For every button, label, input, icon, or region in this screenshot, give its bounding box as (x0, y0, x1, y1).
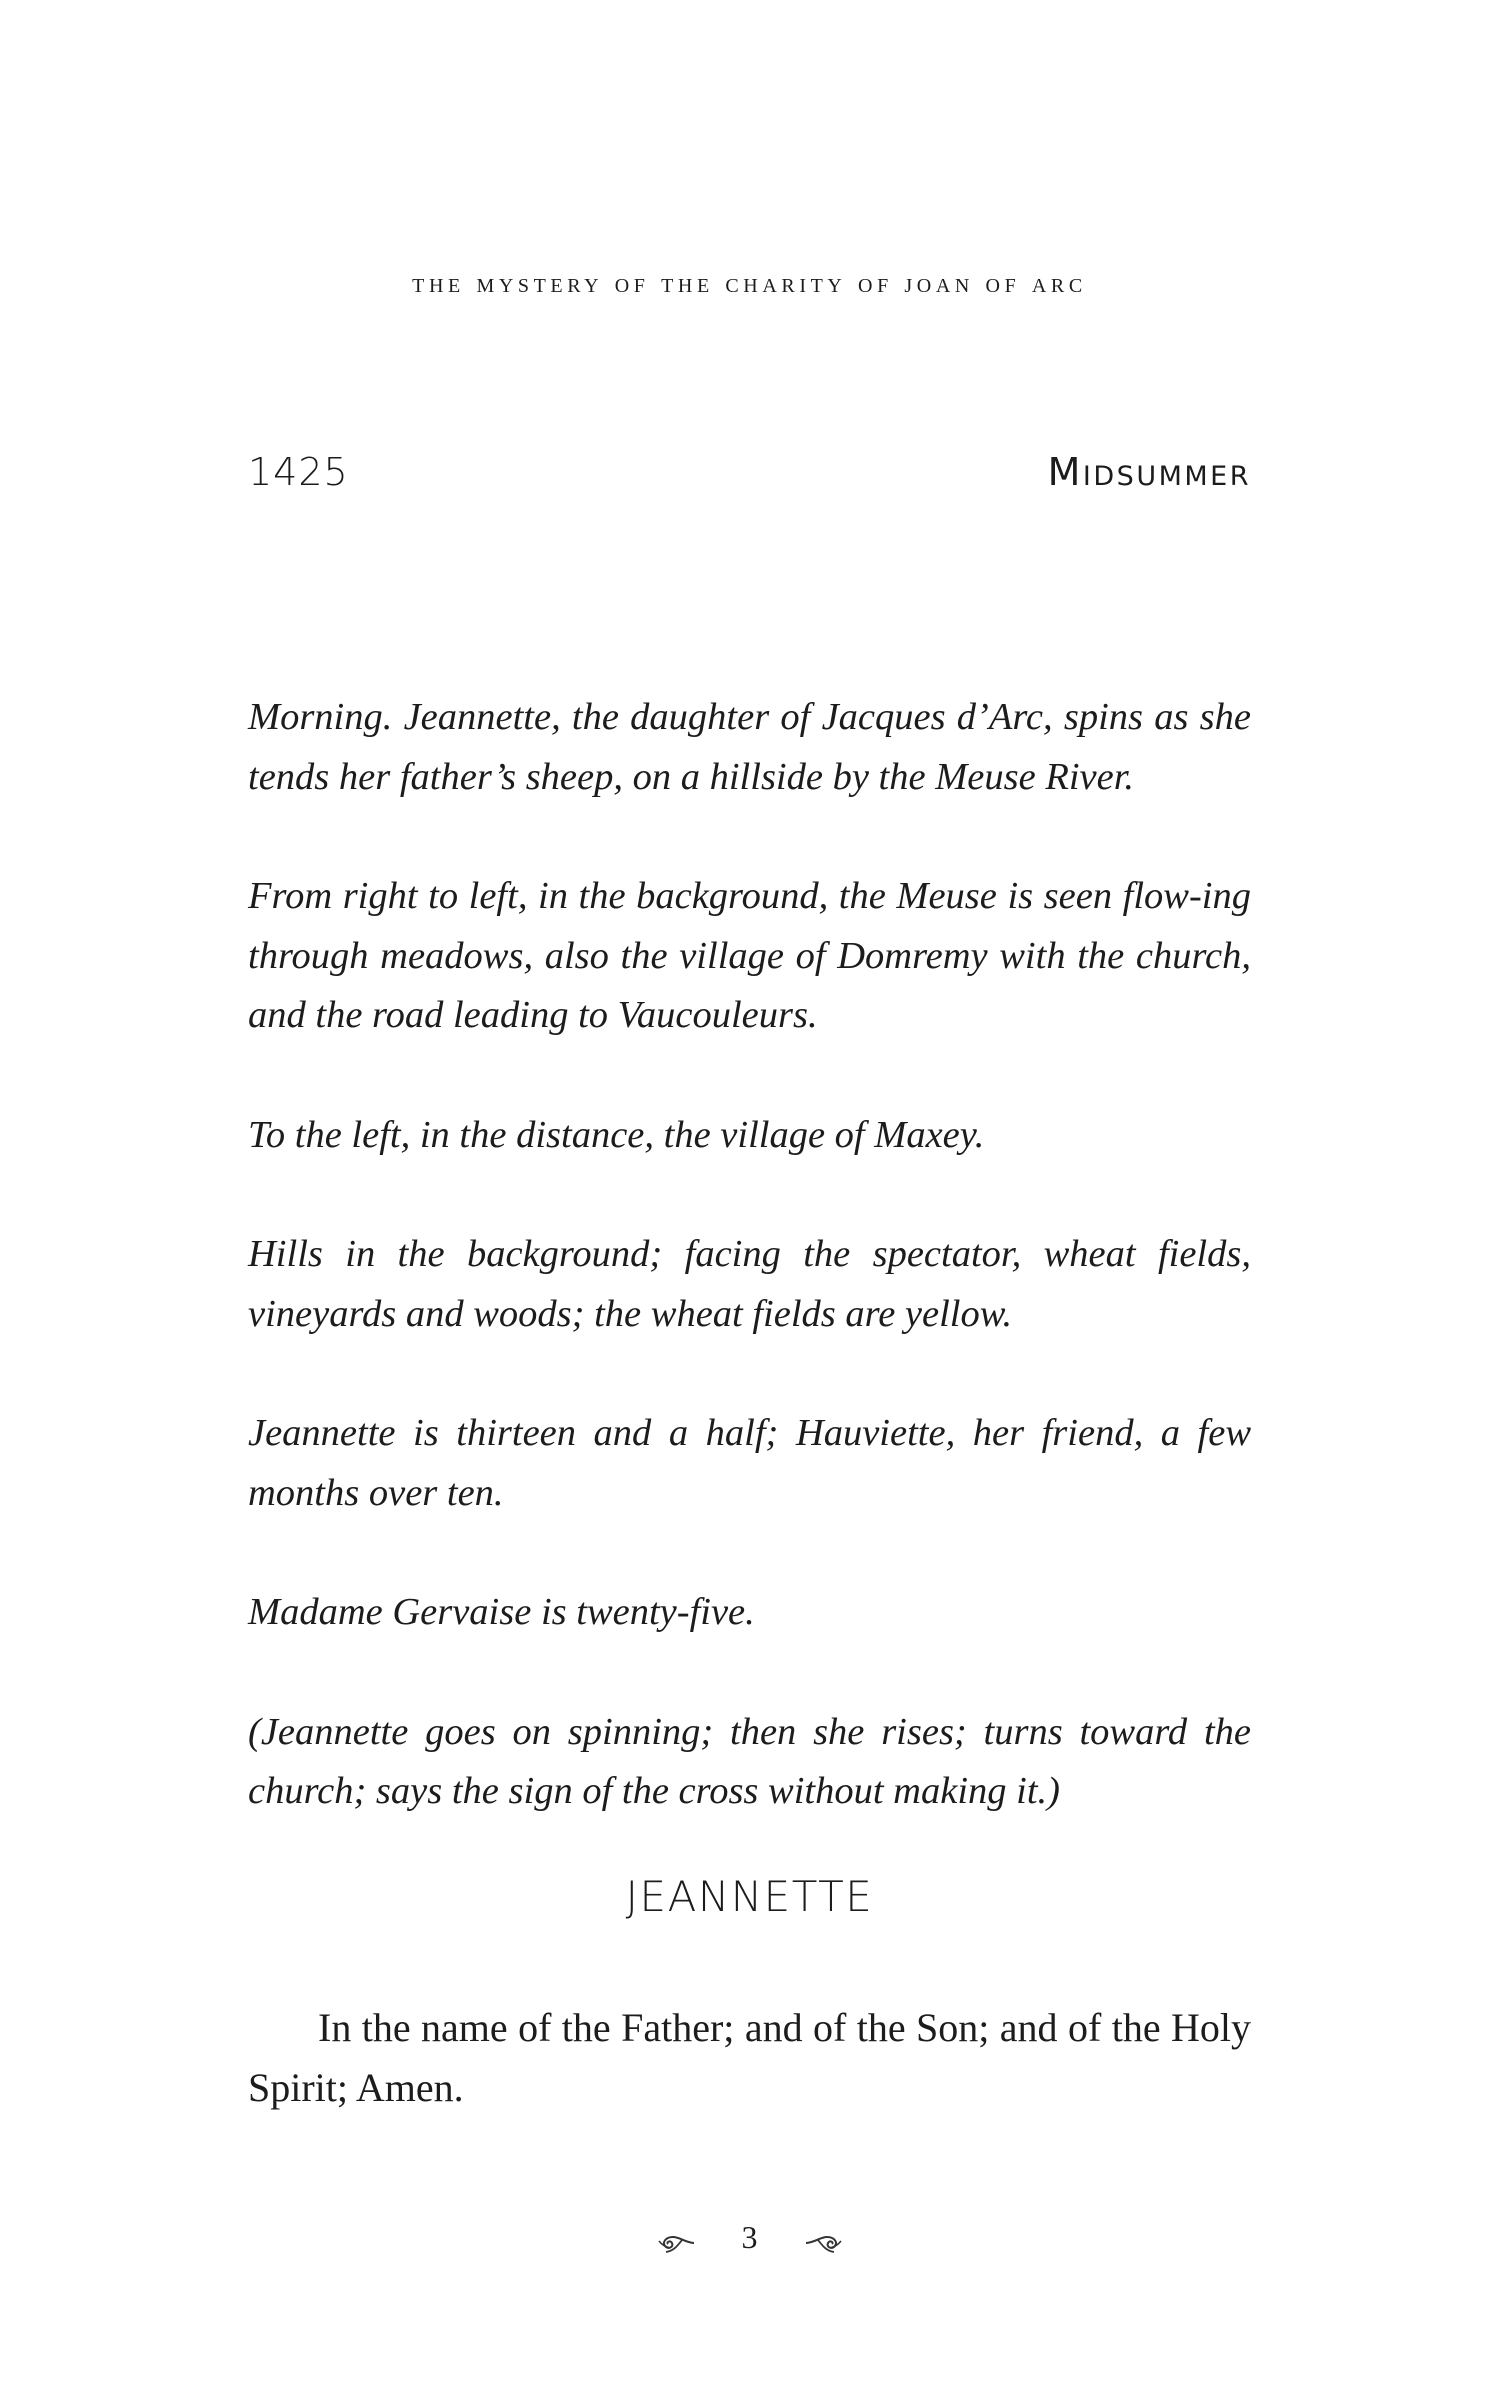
scene-year: 1425 (248, 450, 349, 494)
running-head: the mystery of the charity of joan of arc (412, 268, 1087, 299)
book-page (248, 0, 1251, 2400)
page-number: 3 (741, 2219, 758, 2256)
scene-heading (248, 450, 1251, 510)
stage-direction: Hills in the background; facing the spectator, wheat fields, vineyards and woods; the wheat fields are yellow. (248, 1233, 1251, 1335)
speech-text: In the name of the Father; and of the Son; and of the Holy Spirit; Amen. (248, 2005, 1251, 2110)
speaker-name: JEANNETTE (625, 1872, 874, 1921)
fleuron-left-icon (656, 2226, 696, 2250)
stage-direction: To the left, in the distance, the village of Maxey. (248, 1113, 985, 1156)
stage-direction: Jeannette is thirteen and a half; Hauviette, her friend, a few months over ten. (248, 1412, 1251, 1514)
folio (248, 2216, 1251, 2256)
stage-direction: From right to left, in the background, the Meuse is seen flow-ing through meadows, also the village of Domremy with the church, and the road leading to Vaucouleurs. (248, 875, 1251, 1036)
stage-direction: (Jeannette goes on spinning; then she rises; turns toward the church; says the sign of the cross without making it.) (248, 1710, 1251, 1812)
stage-directions (248, 688, 1251, 1882)
stage-direction: Madame Gervaise is twenty-five. (248, 1591, 755, 1633)
scene-title: Midsummer (1047, 450, 1251, 494)
stage-direction: Morning. Jeannette, the daughter of Jacques d’Arc, spins as she tends her father’s sheep, on a hillside by the Meuse River. (248, 696, 1251, 798)
fleuron-right-icon (804, 2226, 844, 2250)
